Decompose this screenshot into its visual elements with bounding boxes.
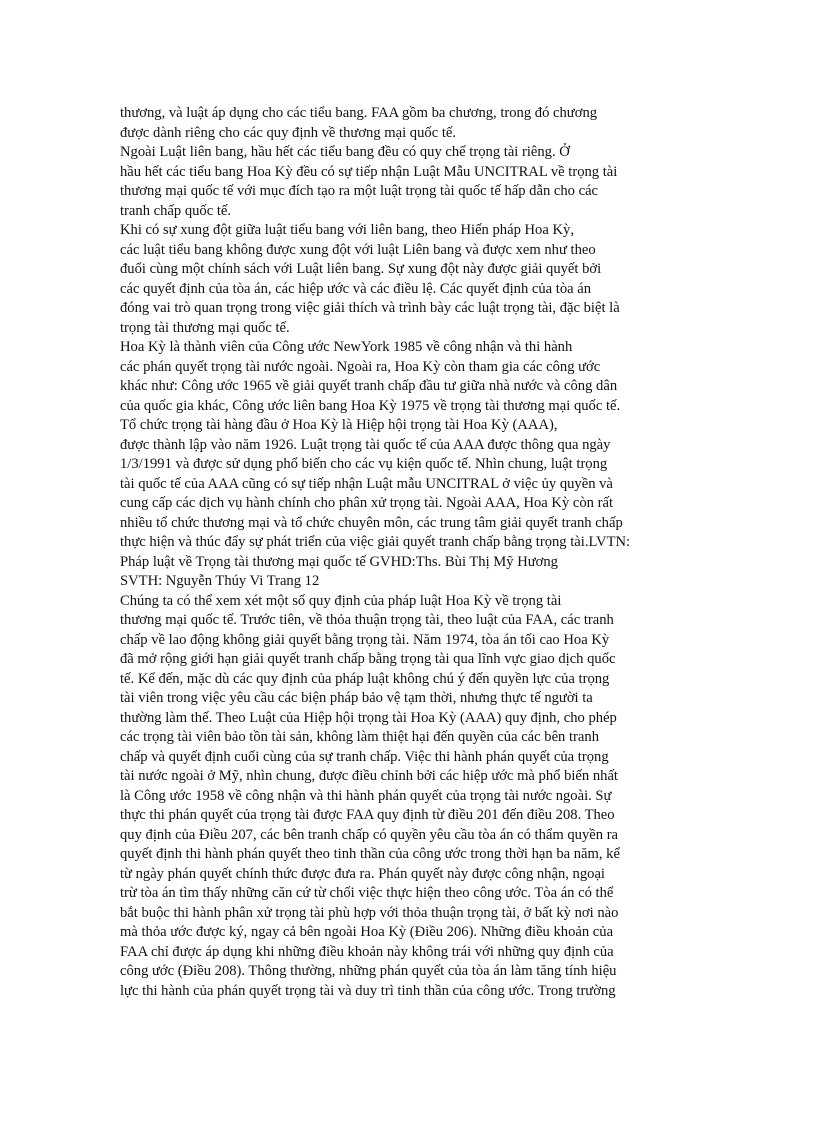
text-line: các trọng tài viên bảo tồn tài sản, không làm thiệt hại đến quyền của các bên tranh <box>120 729 599 745</box>
text-line: cung cấp các dịch vụ hành chính cho phân xử trọng tài. Ngoài AAA, Hoa Kỳ còn rất <box>120 495 614 511</box>
text-line: tế. Kể đến, mặc dù các quy định của pháp luật không chú ý đến quyền lực của trọng <box>120 670 610 687</box>
text-line: thương, và luật áp dụng cho các tiểu bang. FAA gồm ba chương, trong đó chương <box>120 105 598 121</box>
text-line: thực hiện và thúc đẩy sự phát triển của việc giải quyết tranh chấp bằng trọng tài.LVTN: <box>120 534 631 550</box>
text-line: mà thỏa ước được ký, ngay cả bên ngoài Hoa Kỳ (Điều 206). Những điều khoản của <box>120 924 614 940</box>
text-line: Hoa Kỳ là thành viên của Công ước NewYork 1985 về công nhận và thi hành <box>120 339 573 355</box>
text-line: chấp về lao động không giải quyết bằng trọng tài. Năm 1974, tòa án tối cao Hoa Kỳ <box>120 631 610 648</box>
text-line: tranh chấp quốc tế. <box>120 202 232 219</box>
text-line: các luật tiểu bang không được xung đột với luật Liên bang và được xem như theo <box>120 241 596 258</box>
text-line: từ ngày phán quyết chính thức được đưa ra. Phán quyết này được công nhận, ngoại <box>120 865 605 882</box>
text-line: nhiều tổ chức thương mại và tổ chức chuyên môn, các trung tâm giải quyết tranh chấp <box>120 514 623 531</box>
text-line: thương mại quốc tế với mục đích tạo ra một luật trọng tài quốc tế hấp dẫn cho các <box>120 183 599 199</box>
text-line: đã mở rộng giới hạn giải quyết tranh chấp bằng trọng tài qua lĩnh vực giao dịch quốc <box>120 651 616 667</box>
text-line: Pháp luật về Trọng tài thương mại quốc tế GVHD:Ths. Bùi Thị Mỹ Hương <box>120 553 558 570</box>
text-line: Tổ chức trọng tài hàng đầu ở Hoa Kỳ là Hiệp hội trọng tài Hoa Kỳ (AAA), <box>120 417 558 433</box>
text-line: FAA chỉ được áp dụng khi những điều khoản này không trái với những quy định của <box>120 943 614 960</box>
text-line: bắt buộc thi hành phân xử trọng tài phù hợp với thỏa thuận trọng tài, ở bất kỳ nơi nào <box>120 904 619 921</box>
document-body <box>120 104 700 1001</box>
text-line: được dành riêng cho các quy định về thương mại quốc tế. <box>120 124 457 141</box>
text-line: Chúng ta có thể xem xét một số quy định của pháp luật Hoa Kỳ về trọng tài <box>120 592 562 609</box>
text-line: 1/3/1991 và được sử dụng phổ biến cho các vụ kiện quốc tế. Nhìn chung, luật trọng <box>120 456 608 472</box>
text-line: Ngoài Luật liên bang, hầu hết các tiểu bang đều có quy chế trọng tài riêng. Ở <box>120 144 570 160</box>
text-line: của quốc gia khác, Công ước liên bang Hoa Kỳ 1975 về trọng tài thương mại quốc tế. <box>120 397 621 414</box>
text-line: khác như: Công ước 1965 về giải quyết tranh chấp đầu tư giữa nhà nước và công dân <box>120 378 618 394</box>
text-line: tài nước ngoài ở Mỹ, nhìn chung, được điều chỉnh bởi các hiệp ước mà phổ biến nhất <box>120 768 618 784</box>
text-line: thực thi phán quyết của trọng tài được FAA quy định từ điều 201 đến điều 208. Theo <box>120 807 615 823</box>
text-line: Khi có sự xung đột giữa luật tiểu bang với liên bang, theo Hiến pháp Hoa Kỳ, <box>120 222 574 238</box>
text-line: SVTH: Nguyễn Thúy Vi Trang 12 <box>120 573 320 589</box>
text-line: các quyết định của tòa án, các hiệp ước và các điều lệ. Các quyết định của tòa án <box>120 280 592 297</box>
text-line: thương mại quốc tế. Trước tiên, về thỏa thuận trọng tài, theo luật của FAA, các tranh <box>120 612 614 628</box>
text-line: các phán quyết trọng tài nước ngoài. Ngoài ra, Hoa Kỳ còn tham gia các công ước <box>120 358 601 375</box>
text-line: được thành lập vào năm 1926. Luật trọng tài quốc tế của AAA được thông qua ngày <box>120 436 611 453</box>
text-line: thường làm thế. Theo Luật của Hiệp hội trọng tài Hoa Kỳ (AAA) quy định, cho phép <box>120 709 617 726</box>
text-line: là Công ước 1958 về công nhận và thi hành phán quyết của trọng tài nước ngoài. Sự <box>120 787 612 804</box>
text-line: công ước (Điều 208). Thông thường, những phán quyết của tòa án làm tăng tính hiệu <box>120 963 617 979</box>
text-line: đóng vai trò quan trọng trong việc giải thích và trình bày các luật trọng tài, đặc biệt là <box>120 300 620 316</box>
text-line: quyết định thi hành phán quyết theo tinh thần của công ước trong thời hạn ba năm, kể <box>120 846 620 862</box>
text-line: quy định của Điều 207, các bên tranh chấp có quyền yêu cầu tòa án có thẩm quyền ra <box>120 826 619 843</box>
text-line: trừ tòa án tìm thấy những căn cứ từ chối việc thực hiện theo công ước. Tòa án có thể <box>120 885 614 901</box>
text-line: tài quốc tế của AAA cũng có sự tiếp nhận Luật mẫu UNCITRAL ở việc ủy quyền và <box>120 475 613 492</box>
text-line: lực thi hành của phán quyết trọng tài và duy trì tinh thần của công ước. Trong trường <box>120 982 616 999</box>
text-line: đuổi cùng một chính sách với Luật liên bang. Sự xung đột này được giải quyết bởi <box>120 261 602 277</box>
text-line: trọng tài thương mại quốc tế. <box>120 319 290 336</box>
text-line: hầu hết các tiểu bang Hoa Kỳ đều có sự tiếp nhận Luật Mẫu UNCITRAL về trọng tài <box>120 163 618 180</box>
text-line: chấp và quyết định cuối cùng của sự tranh chấp. Việc thi hành phán quyết của trọng <box>120 748 609 765</box>
text-line: tài viên trong việc yêu cầu các biện pháp bảo vệ tạm thời, nhưng thực tế người ta <box>120 690 593 706</box>
